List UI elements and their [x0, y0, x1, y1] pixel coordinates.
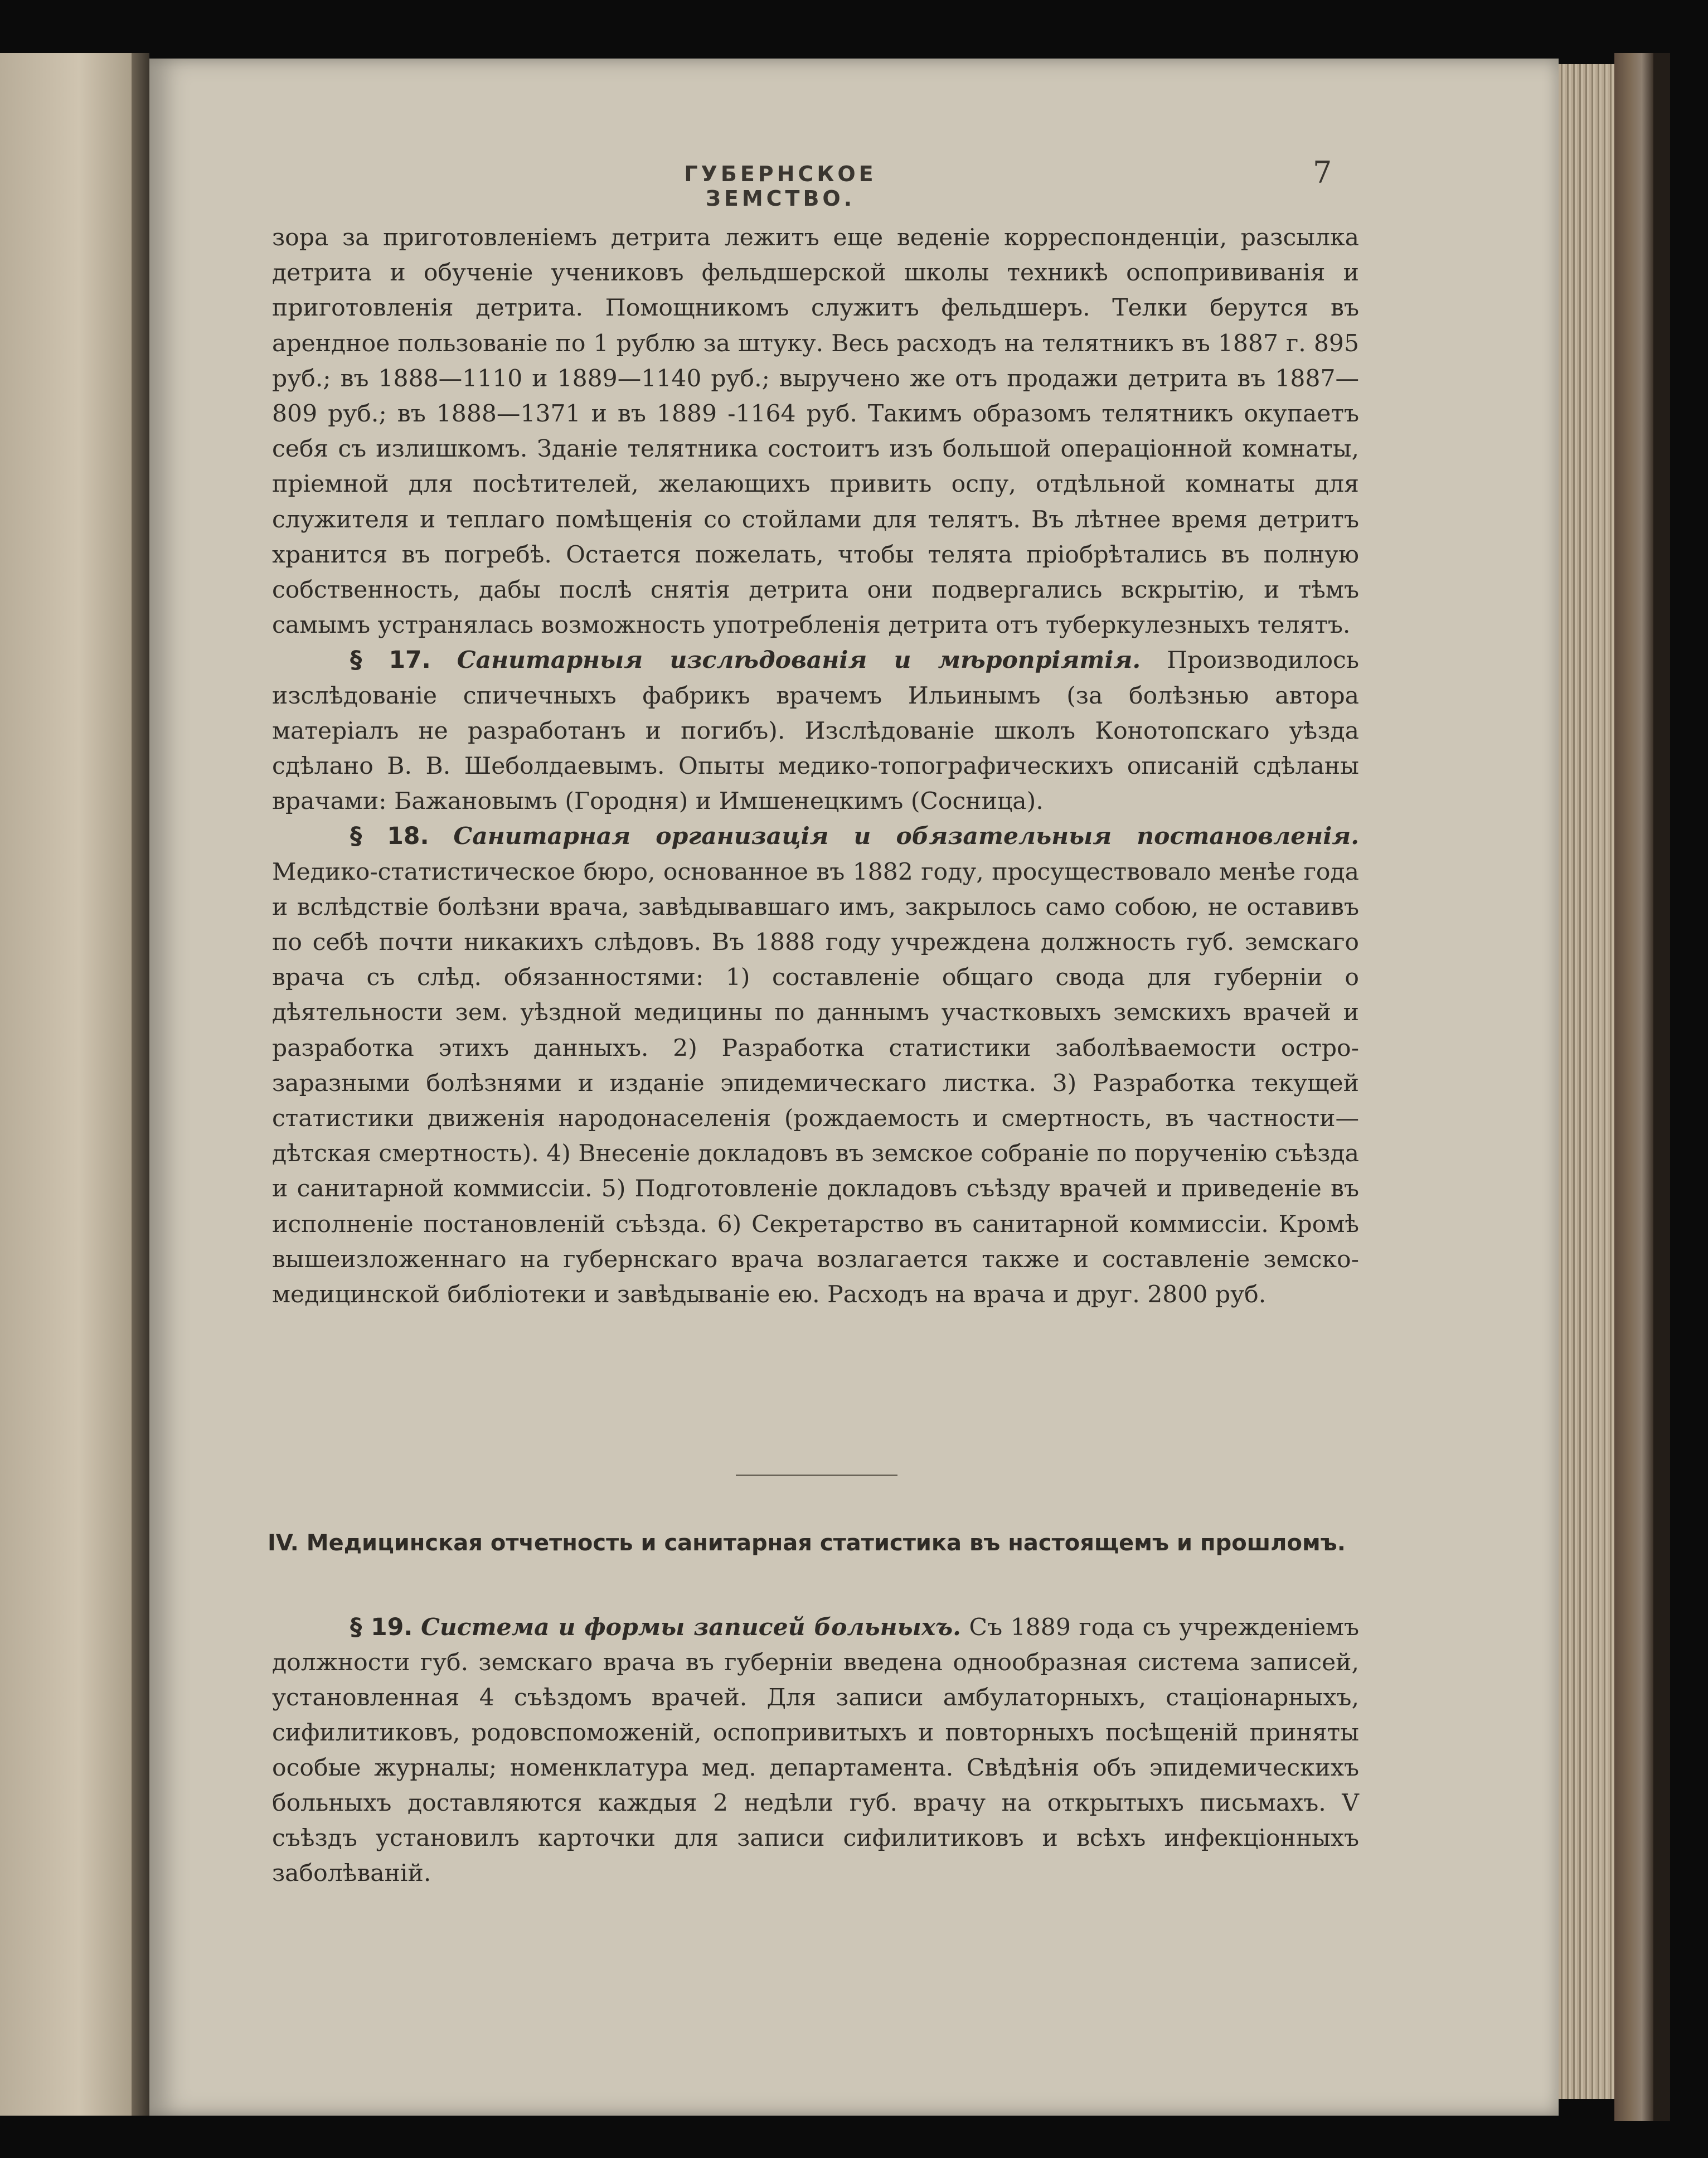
section-divider-rule — [736, 1475, 897, 1476]
main-text-block — [272, 220, 1359, 1312]
section-17-number: § 17. — [350, 647, 431, 675]
section-19 — [272, 1610, 1359, 1891]
book-gutter — [132, 53, 149, 2116]
page-block-edge — [1559, 64, 1614, 2099]
marbled-cover-edge — [1614, 53, 1653, 2121]
section-18 — [272, 819, 1359, 1312]
section-18-title: Санитарная организація и обязательныя постановленія. — [453, 822, 1360, 851]
section-17-title: Санитарныя изслѣдованія и мѣропріятія. — [457, 646, 1141, 675]
section-18-text: Медико-статистическое бюро, основанное въ 1882 году, просуществовало менѣе года и вслѣдствіе болѣзни врача, завѣдывавшаго имъ, закрылось само собою, не оставивъ по себѣ почти никакихъ слѣдовъ. Въ 1888 году учреждена должность губ. земскаго врача съ слѣд. обязанностями: 1) составленіе общаго свода для губерніи о дѣятельности зем. уѣздной медицины по даннымъ участковыхъ земскихъ врачей и разработка этихъ данныхъ. 2) Разработка статистики заболѣваемости остро-заразными болѣзнями и изданіе эпидемическаго листка. 3) Разработка текущей статистики движенія народонаселенія (рождаемость и смертность, въ частности—дѣтская смертность). 4) Внесеніе докладовъ въ земское собраніе по порученію съѣзда и санитарной коммиссіи. 5) Подготовленіе докладовъ съѣзду врачей и приведеніе въ исполненіе постановленій съѣзда. 6) Секретарство въ санитарной коммиссіи. Кромѣ вышеизложеннаго на губернскаго врача возлагается также и составленіе земско-медицинской библіотеки и завѣдываніе ею. Расходъ на врача и друг. 2800 руб. — [272, 858, 1359, 1309]
left-page-edge — [0, 53, 132, 2116]
section-19-number: § 19. — [350, 1613, 413, 1641]
running-head: ГУБЕРНСКОЕ ЗЕМСТВО. — [684, 162, 877, 211]
section-19-text: Съ 1889 года съ учрежденіемъ должности губ. земскаго врача въ губерніи введена однообразная система записей, установленная 4 съѣздомъ врачей. Для записи амбулаторныхъ, стаціонарныхъ, сифилитиковъ, родовспоможеній, оспопривитыхъ и повторныхъ посѣщеній приняты особые журналы; номенклатура мед. департамента. Свѣдѣнія объ эпидемическихъ больныхъ доставляются каждыя 2 недѣли губ. врачу на открытыхъ письмахъ. V съѣздъ установилъ карточки для записи сифилитиковъ и всѣхъ инфекціонныхъ заболѣваній. — [272, 1613, 1359, 1887]
section-19-title: Система и формы записей больныхъ. — [421, 1613, 961, 1641]
chapter-heading: IV. Медицинская отчетность и санитарная статистика въ настоящемъ и прошломъ. — [268, 1530, 1346, 1556]
section-18-number: § 18. — [350, 823, 429, 851]
section-17 — [272, 643, 1359, 819]
page-number: 7 — [1313, 155, 1332, 190]
chapter-text-block — [272, 1586, 1359, 1914]
intro-paragraph: зора за приготовленіемъ детрита лежитъ еще веденіе корреспонденціи, разсылка детрита и обученіе учениковъ фельдшерской школы техникѣ оспопрививанія и приготовленія детрита. Помощникомъ служитъ фельдшеръ. Телки берутся въ арендное пользованіе по 1 рублю за штуку. Весь расходъ на телятникъ въ 1887 г. 895 руб.; въ 1888—1110 и 1889—1140 руб.; выручено же отъ продажи детрита въ 1887—809 руб.; въ 1888—1371 и въ 1889 -1164 руб. Такимъ образомъ телятникъ окупаетъ себя съ излишкомъ. Зданіе телятника состоитъ изъ большой операціонной комнаты, пріемной для посѣтителей, желающихъ привить оспу, отдѣльной комнаты для служителя и теплаго помѣщенія со стойлами для телятъ. Въ лѣтнее время детритъ хранится въ погребѣ. Остается пожелать, чтобы телята пріобрѣтались въ полную собственность, дабы послѣ снятія детрита они подвергались вскрытію, и тѣмъ самымъ устранялась возможность употребленія детрита отъ туберкулезныхъ телятъ. — [272, 224, 1359, 639]
cover-spine-shadow — [1653, 53, 1670, 2121]
section-17-text: Производилось изслѣдованіе спичечныхъ фабрикъ врачемъ Ильинымъ (за болѣзнью автора матеріалъ не разработанъ и погибъ). Изслѣдованіе школъ Конотопскаго уѣзда сдѣлано В. В. Шеболдаевымъ. Опыты медико-топографическихъ описаній сдѣланы врачами: Бажановымъ (Городня) и Имшенецкимъ (Сосница). — [272, 647, 1359, 816]
